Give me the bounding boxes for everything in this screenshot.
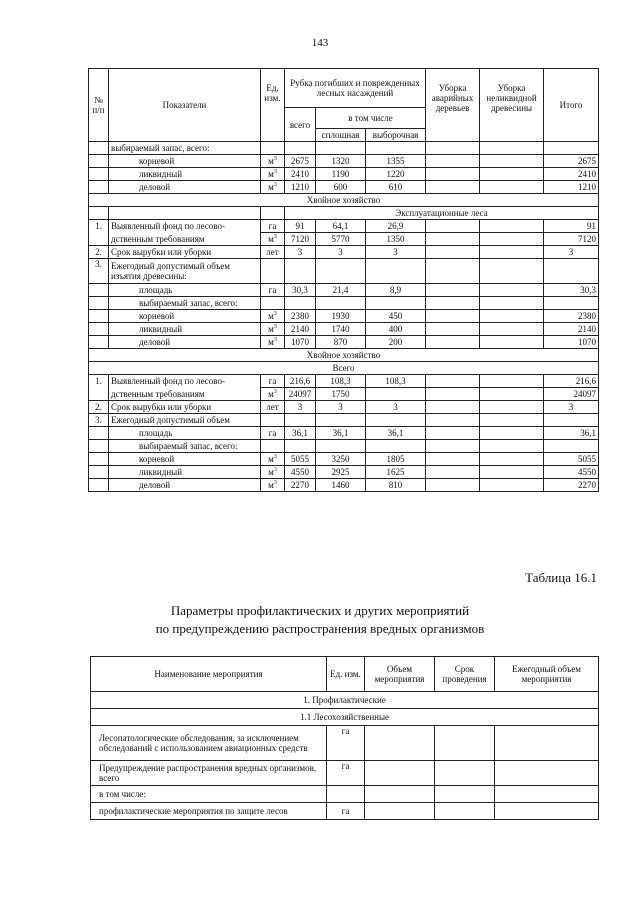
header-emergency: Уборка аварийных деревьев bbox=[426, 69, 480, 142]
header-row bbox=[91, 657, 599, 692]
section-row: Эксплуатационные леса bbox=[89, 207, 599, 220]
table-row: деловой $м^3$ 1210 600 610 1210 bbox=[89, 181, 599, 194]
header-annual: Ежегодный объем мероприятия bbox=[495, 657, 599, 692]
table-row: ликвидный $м^3$ 2140 1740 400 2140 bbox=[89, 323, 599, 336]
header-row bbox=[89, 69, 599, 108]
table-row: профилактические мероприятия по защите лесов га bbox=[91, 803, 599, 820]
table-row: 3. Ежегодный допустимый объем изъятия древесины: bbox=[89, 259, 599, 284]
table-row: выбираемый запас, всего: bbox=[89, 297, 599, 310]
header-name: Наименование мероприятия bbox=[91, 657, 327, 692]
header-itogo: Итого bbox=[544, 69, 599, 142]
table-row: корневой $м^3$ 5055 3250 1805 5055 bbox=[89, 453, 599, 466]
header-term: Срок проведения bbox=[435, 657, 495, 692]
table-row: дственным требованиям $м^3$ 7120 5770 1350 7120 bbox=[89, 233, 599, 246]
header-illiquid: Уборка неликвидной древесины bbox=[480, 69, 544, 142]
table-row: 1. Выявленный фонд по лесово- га 91 64,1 26,9 91 bbox=[89, 220, 599, 233]
table-row: Лесопатологические обследования, за исключением обследований с использованием авиационных средств га bbox=[91, 726, 599, 761]
header-unit: Ед. изм. bbox=[261, 69, 285, 142]
table-row: корневой $м^3$ 2675 1320 1355 2675 bbox=[89, 155, 599, 168]
section-row: Хвойное хозяйство bbox=[89, 349, 599, 362]
section-row: Хвойное хозяйство bbox=[89, 194, 599, 207]
header-including: в том числе bbox=[316, 108, 426, 129]
table-row: выбираемый запас, всего: bbox=[89, 440, 599, 453]
header-volume: Объем мероприятия bbox=[365, 657, 435, 692]
table-row bbox=[89, 142, 599, 155]
table-row: ликвидный $м^3$ 2410 1190 1220 2410 bbox=[89, 168, 599, 181]
page-number: 143 bbox=[311, 37, 329, 49]
header-felling: Рубка погибших и поврежденных лесных насаждений bbox=[285, 69, 426, 108]
table-row: Предупреждение распространения вредных организмов, всего га bbox=[91, 761, 599, 786]
section-row: 1. Профилактические bbox=[91, 692, 599, 709]
header-unit: Ед. изм. bbox=[327, 657, 365, 692]
table-row: 1. Выявленный фонд по лесово- га 216,6 108,3 108,3 216,6 bbox=[89, 375, 599, 388]
table-row: ликвидный $м^3$ 4550 2925 1625 4550 bbox=[89, 466, 599, 479]
felling-table bbox=[88, 68, 599, 492]
table-title-line2: по предупреждению распространения вредных организмов bbox=[155, 621, 485, 636]
header-clear: сплошная bbox=[316, 129, 366, 142]
header-indicators: Показатели bbox=[109, 69, 261, 142]
table-row: 2. Срок вырубки или уборки лет 3 3 3 3 bbox=[89, 246, 599, 259]
section-row: Всего bbox=[89, 362, 599, 375]
table-row: площадь га 36,1 36,1 36,1 36,1 bbox=[89, 427, 599, 440]
table-row: 2. Срок вырубки или уборки лет 3 3 3 3 bbox=[89, 401, 599, 414]
section-row: 1.1 Лесохозяйственные bbox=[91, 709, 599, 726]
table-row: корневой $м^3$ 2380 1930 450 2380 bbox=[89, 310, 599, 323]
table-caption: Таблица 16.1 bbox=[525, 570, 597, 585]
row-label: выбираемый запас, всего: bbox=[109, 142, 261, 155]
header-num: № п/п bbox=[89, 69, 109, 142]
measures-table bbox=[90, 656, 599, 820]
table-row: деловой $м^3$ 2270 1460 810 2270 bbox=[89, 479, 599, 492]
table-row: площадь га 30,3 21,4 8,9 30,3 bbox=[89, 284, 599, 297]
table-row: в том числе: bbox=[91, 786, 599, 803]
table-row: 3. Ежегодный допустимый объем bbox=[89, 414, 599, 427]
table-title-line1: Параметры профилактических и других мероприятий bbox=[170, 603, 470, 618]
header-total: всего bbox=[285, 108, 316, 142]
header-selective: выборочная bbox=[366, 129, 426, 142]
table-row: деловой $м^3$ 1070 870 200 1070 bbox=[89, 336, 599, 349]
table-row: дственным требованиям $м^3$ 24097 1750 24097 bbox=[89, 388, 599, 401]
